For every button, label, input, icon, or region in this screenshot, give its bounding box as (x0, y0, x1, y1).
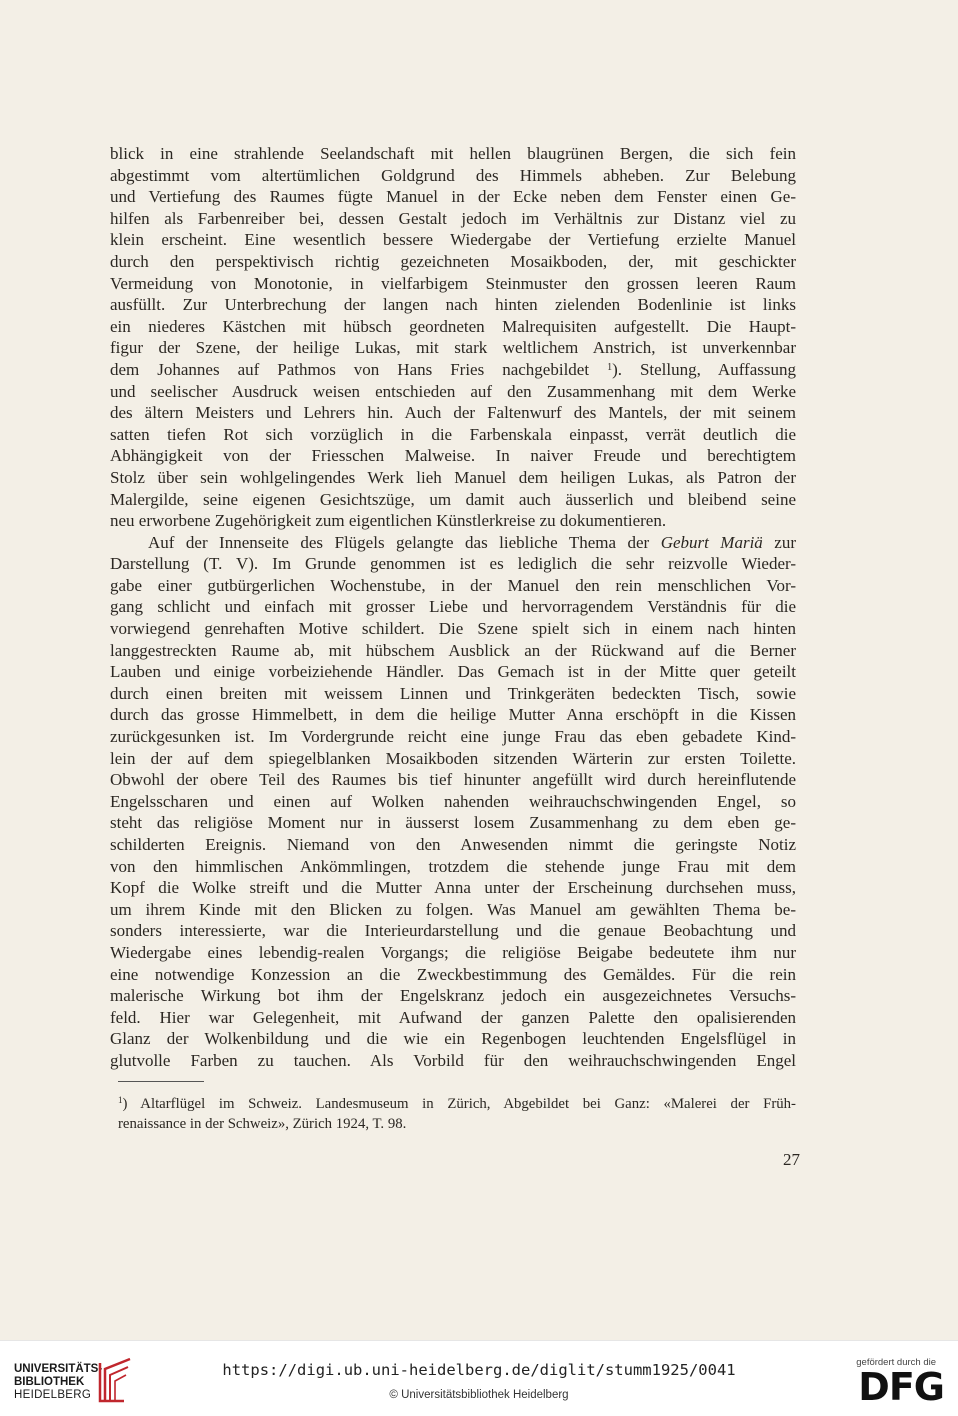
library-name-line: UNIVERSITÄTS- (14, 1363, 103, 1375)
text-fragment: ). Stellung, Auffassung (612, 359, 796, 379)
text-line: abgestimmt vom altertümlichen Goldgrund des Himmels abheben. Zur Belebung (110, 165, 796, 185)
viewer-footer (0, 1340, 958, 1416)
copyright-notice: © Universitätsbibliothek Heidelberg (389, 1389, 569, 1401)
funding-label: gefördert durch die (856, 1357, 936, 1368)
text-fragment: Auf der Innenseite des Flügels gelangte das liebliche Thema der (148, 532, 661, 552)
footnote-line (118, 1094, 796, 1114)
text-line: Kopf die Wolke streift und die Mutter Anna unter der Erscheinung durchsehen muss, (110, 878, 796, 898)
text-line: ein niederes Kästchen mit hübsch geordneten Malrequisiten aufgestellt. Die Haupt- (110, 316, 796, 336)
text-line: Abhängigkeit von der Friesschen Malweise. In naiver Freude und berechtigtem (110, 446, 796, 466)
text-line: Engelsscharen und einen auf Wolken nahenden weihrauchschwingenden Engel, so (110, 791, 796, 811)
text-line: klein erscheint. Eine wesentlich bessere Wiedergabe der Vertiefung erzielte Manuel (110, 230, 796, 250)
text-line: Darstellung (T. V). Im Grunde genommen ist es lediglich die sehr reizvolle Wieder- (110, 554, 796, 574)
page-number: 27 (783, 1150, 800, 1169)
text-line: langgestreckten Raume ab, mit hübschem Ausblick an der Rückwand auf die Berner (110, 640, 796, 660)
text-line: vorwiegend genrehaften Motive schildert. Die Szene spielt sich in einem nach hinten (110, 619, 796, 639)
library-name-line: BIBLIOTHEK (14, 1376, 85, 1388)
text-line: von den himmlischen Ankömmlingen, trotzdem die stehende junge Frau mit dem (110, 856, 796, 876)
text-line: neu erworbene Zugehörigkeit zum eigentlichen Künstlerkreise zu dokumentieren. (110, 511, 667, 531)
text-line: schilderten Ereignis. Niemand von den Anwesenden nimmt die geringste Notiz (110, 835, 796, 854)
dfg-logo[interactable]: DFG (858, 1365, 944, 1409)
text-line: hilfen als Farbenreiber bei, dessen Gestalt jedoch im Verhältnis zur Distanz viel zu (110, 208, 796, 228)
text-line: Vermeidung von Monotonie, in vielfarbigem Steinmuster den grossen leeren Raum (110, 273, 796, 293)
text-line: durch den perspektivisch richtig gezeichneten Mosaikboden, der, mit geschickter (110, 251, 796, 271)
text-line: und seelischer Ausdruck weisen entschieden auf den Zusammenhang mit dem Werke (110, 381, 796, 401)
text-fragment: dem Johannes auf Pathmos von Hans Fries nachgebildet (110, 359, 590, 379)
text-line: ausfüllt. Zur Unterbrechung der langen nach hinten zielenden Bodenlinie ist links (110, 295, 796, 315)
text-line: eine notwendige Konzession an die Zweckbestimmung des Gemäldes. Für die rein (110, 964, 796, 984)
text-line-with-footnote-ref (110, 359, 796, 381)
text-line: gabe einer gutbürgerlichen Wochenstube, in der Manuel den rein menschlichen Vor- (110, 575, 796, 595)
footnote-divider (118, 1081, 204, 1082)
text-line: durch einen breiten mit weissem Linnen und Trinkgeräten bedeckten Tisch, sowie (110, 683, 796, 703)
text-line: Stolz über sein wohlgelingendes Werk lieh Manuel dem heiligen Lukas, als Patron der (110, 467, 796, 487)
permalink-url[interactable]: https://digi.ub.uni-heidelberg.de/diglit/stumm1925/0041 (222, 1361, 736, 1379)
text-line: sonders interessierte, war die Interieurdarstellung und die genaue Beobachtung und (110, 921, 796, 941)
text-line: lein der auf dem spiegelblanken Mosaikboden sitzenden Wärterin zur ersten Toilette. (110, 748, 796, 768)
text-line: um ihrem Kinde mit den Blicken zu folgen. Was Manuel am gewählten Thema be- (110, 899, 796, 919)
text-line: blick in eine strahlende Seelandschaft mit hellen blaugrünen Bergen, die sich fein (110, 144, 796, 163)
footnote (118, 1094, 796, 1134)
text-line: gang schlicht und einfach mit grosser Liebe und hervorragendem Verständnis für die (110, 597, 796, 617)
footnote-marker: 1 (118, 1095, 123, 1105)
italic-title: Geburt Mariä (660, 532, 763, 552)
library-name-line: HEIDELBERG (14, 1389, 92, 1401)
body-text (110, 143, 796, 1072)
text-line: feld. Hier war Gelegenheit, mit Aufwand der ganzen Palette den opalisierenden (110, 1007, 796, 1027)
text-line: figur der Szene, der heilige Lukas, mit stark weltlichem Anstrich, ist unverkennbar (110, 338, 796, 358)
text-line: steht das religiöse Moment nur in äusserst losem Zusammenhang zu dem eben ge- (110, 813, 796, 833)
text-line: des ältern Meisters und Lehrers hin. Auch der Faltenwurf des Mantels, der mit seinem (110, 403, 796, 423)
text-fragment: ) Altarflügel im Schweiz. Landesmuseum in Zürich, Abgebildet bei Ganz: «Malerei der Früh- (122, 1096, 796, 1112)
footnote-reference[interactable]: 1 (607, 361, 613, 373)
text-line: Obwohl der obere Teil des Raumes bis tief hinunter angefüllt wird durch hereinflutende (110, 770, 796, 790)
text-line: malerische Wirkung bot ihm der Engelskranz jedoch ein ausgezeichnetes Versuchs- (110, 986, 796, 1006)
text-line: satten tiefen Rot sich vorzüglich in die Farbenskala einpasst, verrät deutlich die (110, 424, 796, 444)
text-line: Malergilde, seine eigenen Gesichtszüge, um damit auch äusserlich und bleibend seine (110, 489, 796, 509)
text-line: und Vertiefung des Raumes fügte Manuel in der Ecke neben dem Fenster einen Ge- (110, 187, 796, 207)
paragraph-first-line (110, 532, 796, 554)
text-line: zurückgesunken ist. Im Vordergrunde reicht eine junge Frau das eben gebadete Kind- (110, 727, 796, 747)
text-fragment: zur (762, 532, 796, 552)
text-line: Lauben und einige vorbeiziehende Händler. Das Gemach ist in der Mitte quer geteilt (110, 662, 796, 682)
text-line: durch das grosse Himmelbett, in dem die heilige Mutter Anna erschöpft in die Kissen (110, 705, 796, 725)
footnote-line: renaissance in der Schweiz», Zürich 1924, T. 98. (118, 1116, 407, 1132)
text-line: Glanz der Wolkenbildung und die wie ein Regenbogen leuchtenden Engelsflügel in (110, 1029, 796, 1049)
text-line: glutvolle Farben zu tauchen. Als Vorbild für den weihrauchschwingenden Engel (110, 1050, 796, 1070)
text-line: Wiedergabe eines lebendig-realen Vorgangs; die religiöse Beigabe bedeutete ihm nur (110, 942, 796, 962)
